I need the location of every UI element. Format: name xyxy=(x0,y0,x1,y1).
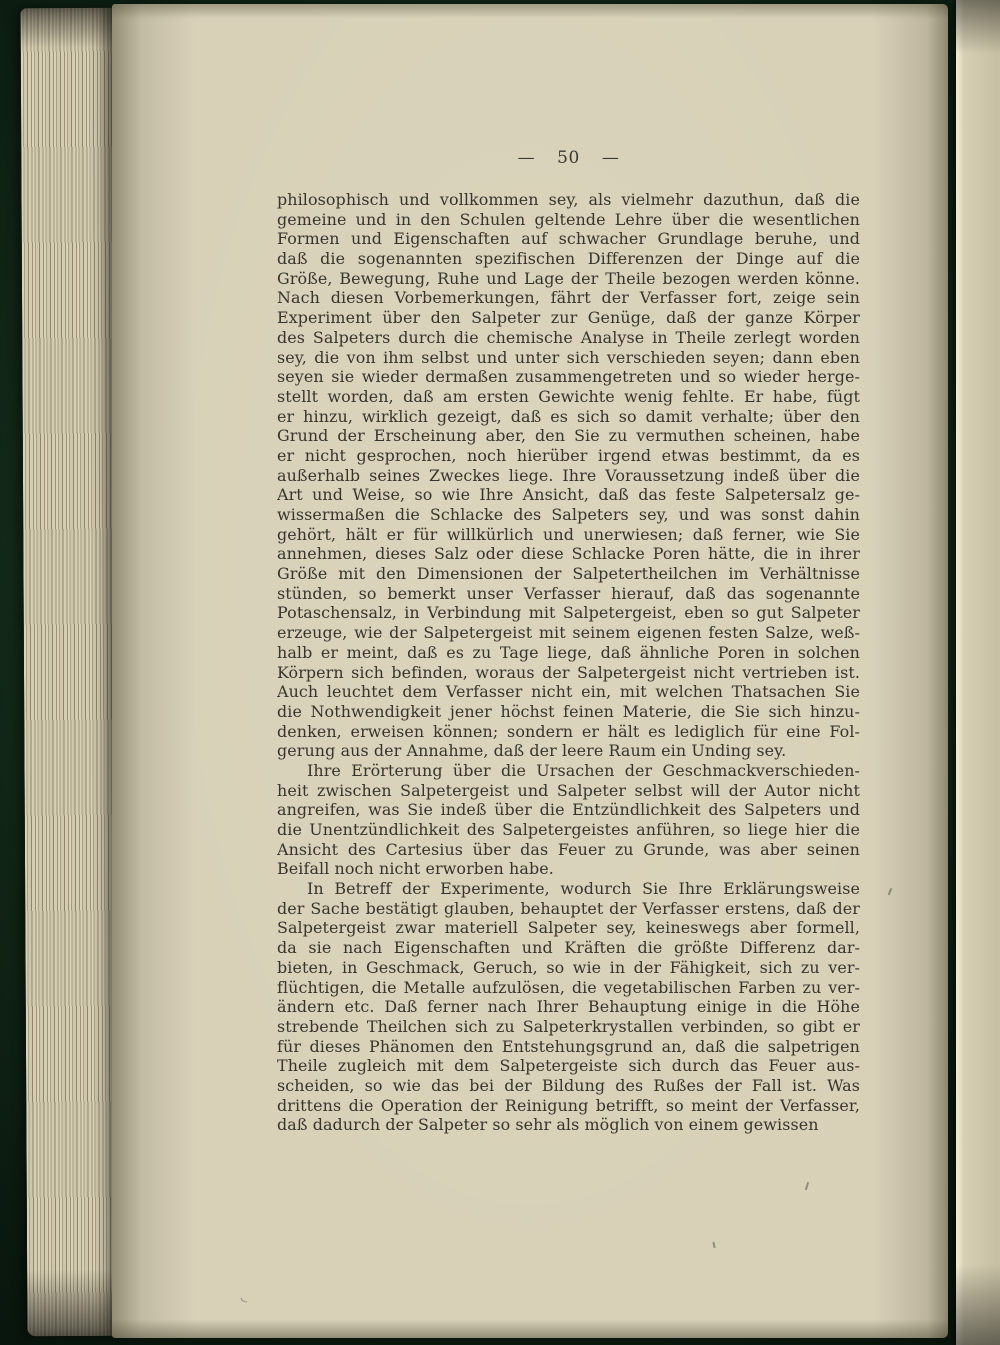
text-line: für dieses Phänomen den Entstehungsgrund an, daß die salpetrigen xyxy=(277,1036,860,1056)
text-line: Theile zugleich mit dem Salpetergeiste sich durch das Feuer aus- xyxy=(277,1056,860,1076)
text-line: gemeine und in den Schulen geltende Lehre über die wesentlichen xyxy=(277,209,860,229)
text-line: Experiment über den Salpeter zur Genüge, daß der ganze Körper xyxy=(277,308,860,328)
text-line: gehört, hält er für willkürlich und unerwiesen; daß ferner, wie Sie xyxy=(277,524,860,544)
text-line: Formen und Eigenschaften auf schwacher Grundlage beruhe, und xyxy=(277,229,860,249)
text-line: der Sache bestätigt glauben, behauptet der Verfasser erstens, daß der xyxy=(277,898,860,918)
text-line: Körpern sich befinden, woraus der Salpetergeist nicht vertrieben ist. xyxy=(277,662,860,682)
text-line: angreifen, was Sie indeß über die Entzündlichkeit des Salpeters und xyxy=(277,800,860,820)
text-line: außerhalb seines Zweckes liege. Ihre Voraussetzung indeß über die xyxy=(277,465,860,485)
text-line: Ansicht des Cartesius über das Feuer zu Grunde, was aber seinen xyxy=(277,839,860,859)
text-line: da sie nach Eigenschaften und Kräften die größte Differenz dar- xyxy=(277,938,860,958)
text-line: drittens die Operation der Reinigung betrifft, so meint der Verfasser, xyxy=(277,1095,860,1115)
text-line: annehmen, dieses Salz oder diese Schlacke Poren hätte, die in ihrer xyxy=(277,544,860,564)
text-line: flüchtigen, die Metalle aufzulösen, die vegetabilischen Farben zu ver- xyxy=(277,977,860,997)
text-line: seyen sie wieder dermaßen zusammengetreten und so wieder herge- xyxy=(277,367,860,387)
next-page-edge xyxy=(956,0,1000,1345)
text-line: sey, die von ihm selbst und unter sich verschieden seyen; dann eben xyxy=(277,347,860,367)
text-line: daß dadurch der Salpeter so sehr als möglich von einem gewissen xyxy=(277,1115,819,1135)
text-line: gerung aus der Annahme, daß der leere Raum ein Unding sey. xyxy=(277,741,787,761)
page-number: 50 xyxy=(557,148,580,168)
text-line: Beifall noch nicht erworben habe. xyxy=(277,859,554,879)
page-header xyxy=(277,148,860,168)
text-line: Auch leuchtet dem Verfasser nicht ein, mit welchen Thatsachen Sie xyxy=(277,682,860,702)
text-line: wissermaßen die Schlacke des Salpeters sey, und was sonst dahin xyxy=(277,505,860,524)
text-line: er nicht gesprochen, noch hierüber irgend etwas bestimmt, da es xyxy=(277,445,860,465)
text-line: stünden, so bemerkt unser Verfasser hierauf, daß das sogenannte xyxy=(277,583,860,603)
text-line: die Unentzündlichkeit des Salpetergeistes anführen, so liege hier die xyxy=(277,820,860,839)
text-line: Größe mit den Dimensionen der Salpetertheilchen im Verhältnisse xyxy=(277,564,860,584)
text-line: er hinzu, wirklich gezeigt, daß es sich so damit verhalte; über den xyxy=(277,406,860,426)
text-line: Ihre Erörterung über die Ursachen der Geschmackverschieden- xyxy=(307,760,860,780)
text-line: strebende Theilchen sich zu Salpeterkrystallen verbinden, so gibt er xyxy=(277,1016,860,1036)
text-line: denken, erweisen können; sondern er hält es lediglich für eine Fol- xyxy=(277,721,860,741)
text-line: bieten, in Geschmack, Geruch, so wie in der Fähigkeit, sich zu ver- xyxy=(277,957,860,977)
text-line: Art und Weise, so wie Ihre Ansicht, daß das feste Salpetersalz ge- xyxy=(277,485,860,505)
header-dash-left: — xyxy=(517,148,536,168)
text-line: die Nothwendigkeit jener höchst feinen Materie, die Sie sich hinzu- xyxy=(277,701,860,721)
header-dash-right: — xyxy=(601,148,620,168)
text-line: halb er meint, daß es zu Tage liege, daß ähnliche Poren in solchen xyxy=(277,642,860,662)
scanned-page xyxy=(112,4,948,1338)
text-line: Potaschensalz, in Verbindung mit Salpetergeist, eben so gut Salpeter xyxy=(277,603,860,623)
text-line: daß die sogenannten spezifischen Differenzen der Dinge auf die xyxy=(277,249,860,269)
text-line: heit zwischen Salpetergeist und Salpeter selbst will der Autor nicht xyxy=(277,780,860,800)
text-line: scheiden, so wie das bei der Bildung des Rußes der Fall ist. Was xyxy=(277,1075,860,1095)
text-line: Größe, Bewegung, Ruhe und Lage der Theile bezogen werden könne. xyxy=(277,268,860,288)
text-line: Nach diesen Vorbemerkungen, fährt der Verfasser fort, zeige sein xyxy=(277,288,860,308)
text-line: Grund der Erscheinung aber, den Sie zu vermuthen scheinen, habe xyxy=(277,426,860,446)
text-block xyxy=(277,190,860,1135)
text-line: In Betreff der Experimente, wodurch Sie Ihre Erklärungsweise xyxy=(307,879,860,899)
text-line: des Salpeters durch die chemische Analyse in Theile zerlegt worden xyxy=(277,327,860,347)
text-line: philosophisch und vollkommen sey, als vielmehr dazuthun, daß die xyxy=(277,190,860,209)
text-line: erzeuge, wie der Salpetergeist mit seinem eigenen festen Salze, weß- xyxy=(277,623,860,643)
page-stack-fore-edges xyxy=(21,8,122,1336)
text-line: stellt worden, daß am ersten Gewichte wenig fehlte. Er habe, fügt xyxy=(277,386,860,406)
text-line: ändern etc. Daß ferner nach Ihrer Behauptung einige in die Höhe xyxy=(277,997,860,1017)
text-line: Salpetergeist zwar materiell Salpeter sey, keineswegs aber formell, xyxy=(277,918,860,938)
